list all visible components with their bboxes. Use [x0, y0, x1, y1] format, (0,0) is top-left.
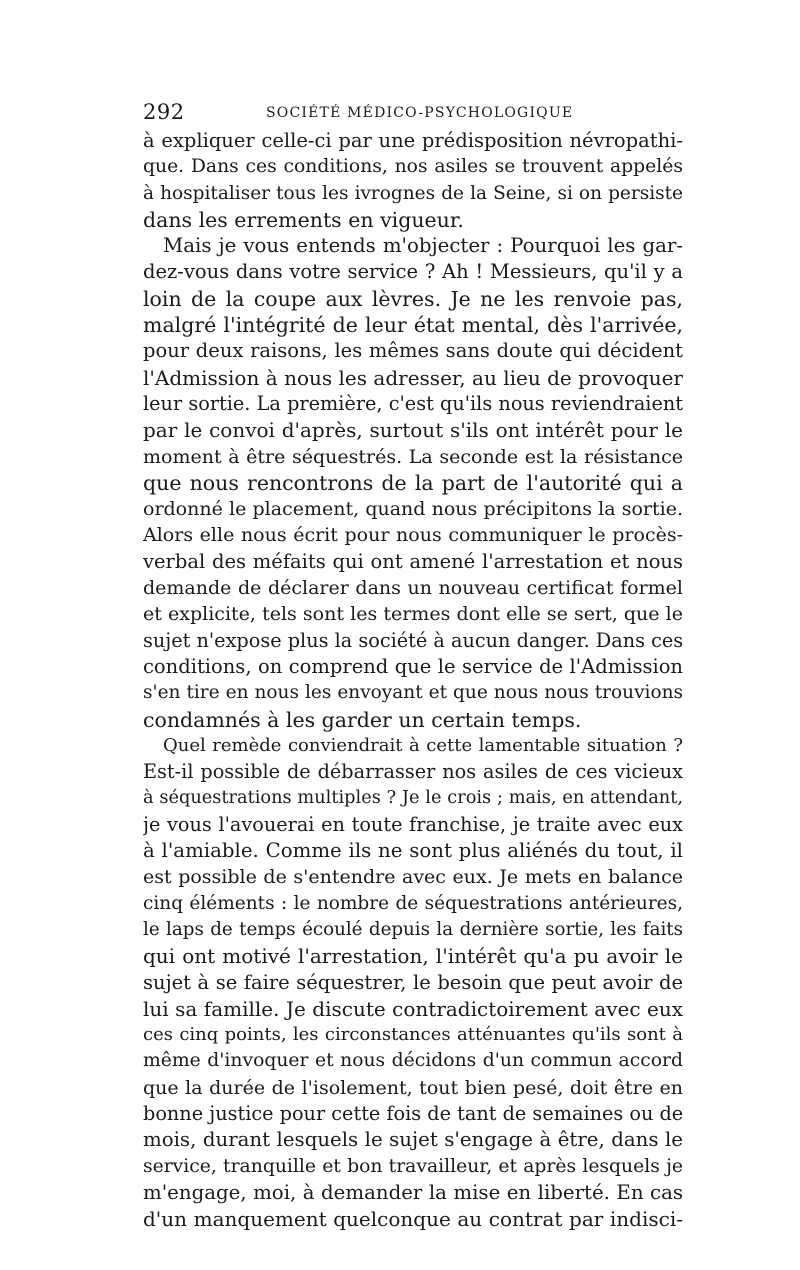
text-line: mois, durant lesquels le sujet s'engage à être, dans le [143, 1128, 683, 1152]
text-line: que. Dans ces conditions, nos asiles se trouvent appelés [143, 156, 683, 178]
text-line: même d'invoquer et nous décidons d'un commun accord [143, 1050, 683, 1072]
page-number: 292 [143, 100, 185, 124]
text-line: à l'amiable. Comme ils ne sont plus aliénés du tout, il [143, 839, 683, 863]
text-line: que nous rencontrons de la part de l'autorité qui a [143, 470, 683, 495]
text-line: verbal des méfaits qui ont amené l'arrestation et nous [143, 549, 683, 573]
text-line: ces cinq points, les circonstances atténuantes qu'ils sont à [143, 1024, 683, 1046]
text-line: à séquestrations multiples ? Je le crois ; mais, en attendant, [143, 788, 683, 809]
running-head: SOCIÉTÉ MÉDICO-PSYCHOLOGIQUE [266, 105, 574, 121]
text-line: lui sa famille. Je discute contradictoirement avec eux [143, 996, 683, 1021]
text-line: Mais je vous entends m'objecter : Pourquoi les gar- [163, 234, 683, 258]
text-line: le laps de temps écoulé depuis la dernière sortie, les faits [143, 918, 683, 940]
text-line: sujet à se faire séquestrer, le besoin que peut avoir de [143, 970, 683, 994]
text-line: Alors elle nous écrit pour nous communiquer le procès- [143, 524, 683, 547]
text-line: ordonné le placement, quand nous précipitons la sortie. [143, 498, 683, 521]
text-line: par le convoi d'après, surtout s'ils ont intérêt pour le [143, 418, 683, 443]
text-line: pour deux raisons, les mêmes sans doute qui décident [143, 339, 683, 363]
text-line: conditions, on comprend que le service de l'Admission [143, 654, 683, 678]
text-line: dez-vous dans votre service ? Ah ! Messieurs, qu'il y a [143, 260, 683, 284]
text-line: service, tranquille et bon travailleur, et après lesquels je [143, 1155, 683, 1177]
text-line: et explicite, tels sont les termes dont elle se sert, que le [143, 603, 683, 626]
text-line: Est-il possible de débarrasser nos asiles de ces vicieux [143, 760, 683, 784]
text-line: condamnés à les garder un certain temps. [143, 707, 582, 732]
body-text [143, 128, 683, 1232]
text-line: Quel remède conviendrait à cette lamentable situation ? [163, 734, 683, 756]
text-line: m'engage, moi, à demander la mise en liberté. En cas [143, 1180, 683, 1204]
text-line: moment à être séquestrés. La seconde est la résistance [143, 445, 683, 468]
text-line: dans les errements en vigueur. [143, 207, 464, 232]
text-line: malgré l'intégrité de leur état mental, dès l'arrivée, [143, 313, 683, 338]
text-line: est possible de s'entendre avec eux. Je mets en balance [143, 866, 683, 889]
text-line: à expliquer celle-ci par une prédisposition névropathi- [143, 129, 683, 152]
text-line: à hospitaliser tous les ivrognes de la Seine, si on persiste [143, 182, 683, 204]
text-line: leur sortie. La première, c'est qu'ils nous reviendraient [143, 391, 683, 415]
text-line: cinq éléments : le nombre de séquestrations antérieures, [143, 892, 683, 914]
text-line: je vous l'avouerai en toute franchise, je traite avec eux [143, 812, 683, 836]
text-line: demande de déclarer dans un nouveau certificat formel [143, 577, 683, 600]
text-line: l'Admission à nous les adresser, au lieu de provoquer [143, 365, 683, 390]
page-header [143, 100, 683, 130]
text-line: d'un manquement quelconque au contrat par indisci- [143, 1207, 683, 1232]
text-line: qui ont motivé l'arrestation, l'intérêt qu'a pu avoir le [143, 944, 683, 969]
text-line: loin de la coupe aux lèvres. Je ne les renvoie pas, [143, 286, 683, 311]
text-line: sujet n'expose plus la société à aucun danger. Dans ces [143, 628, 683, 652]
text-line: s'en tire en nous les envoyant et que nous nous trouvions [143, 682, 683, 704]
text-line: que la durée de l'isolement, tout bien pesé, doit être en [143, 1076, 683, 1099]
text-line: bonne justice pour cette fois de tant de semaines ou de [143, 1101, 683, 1125]
